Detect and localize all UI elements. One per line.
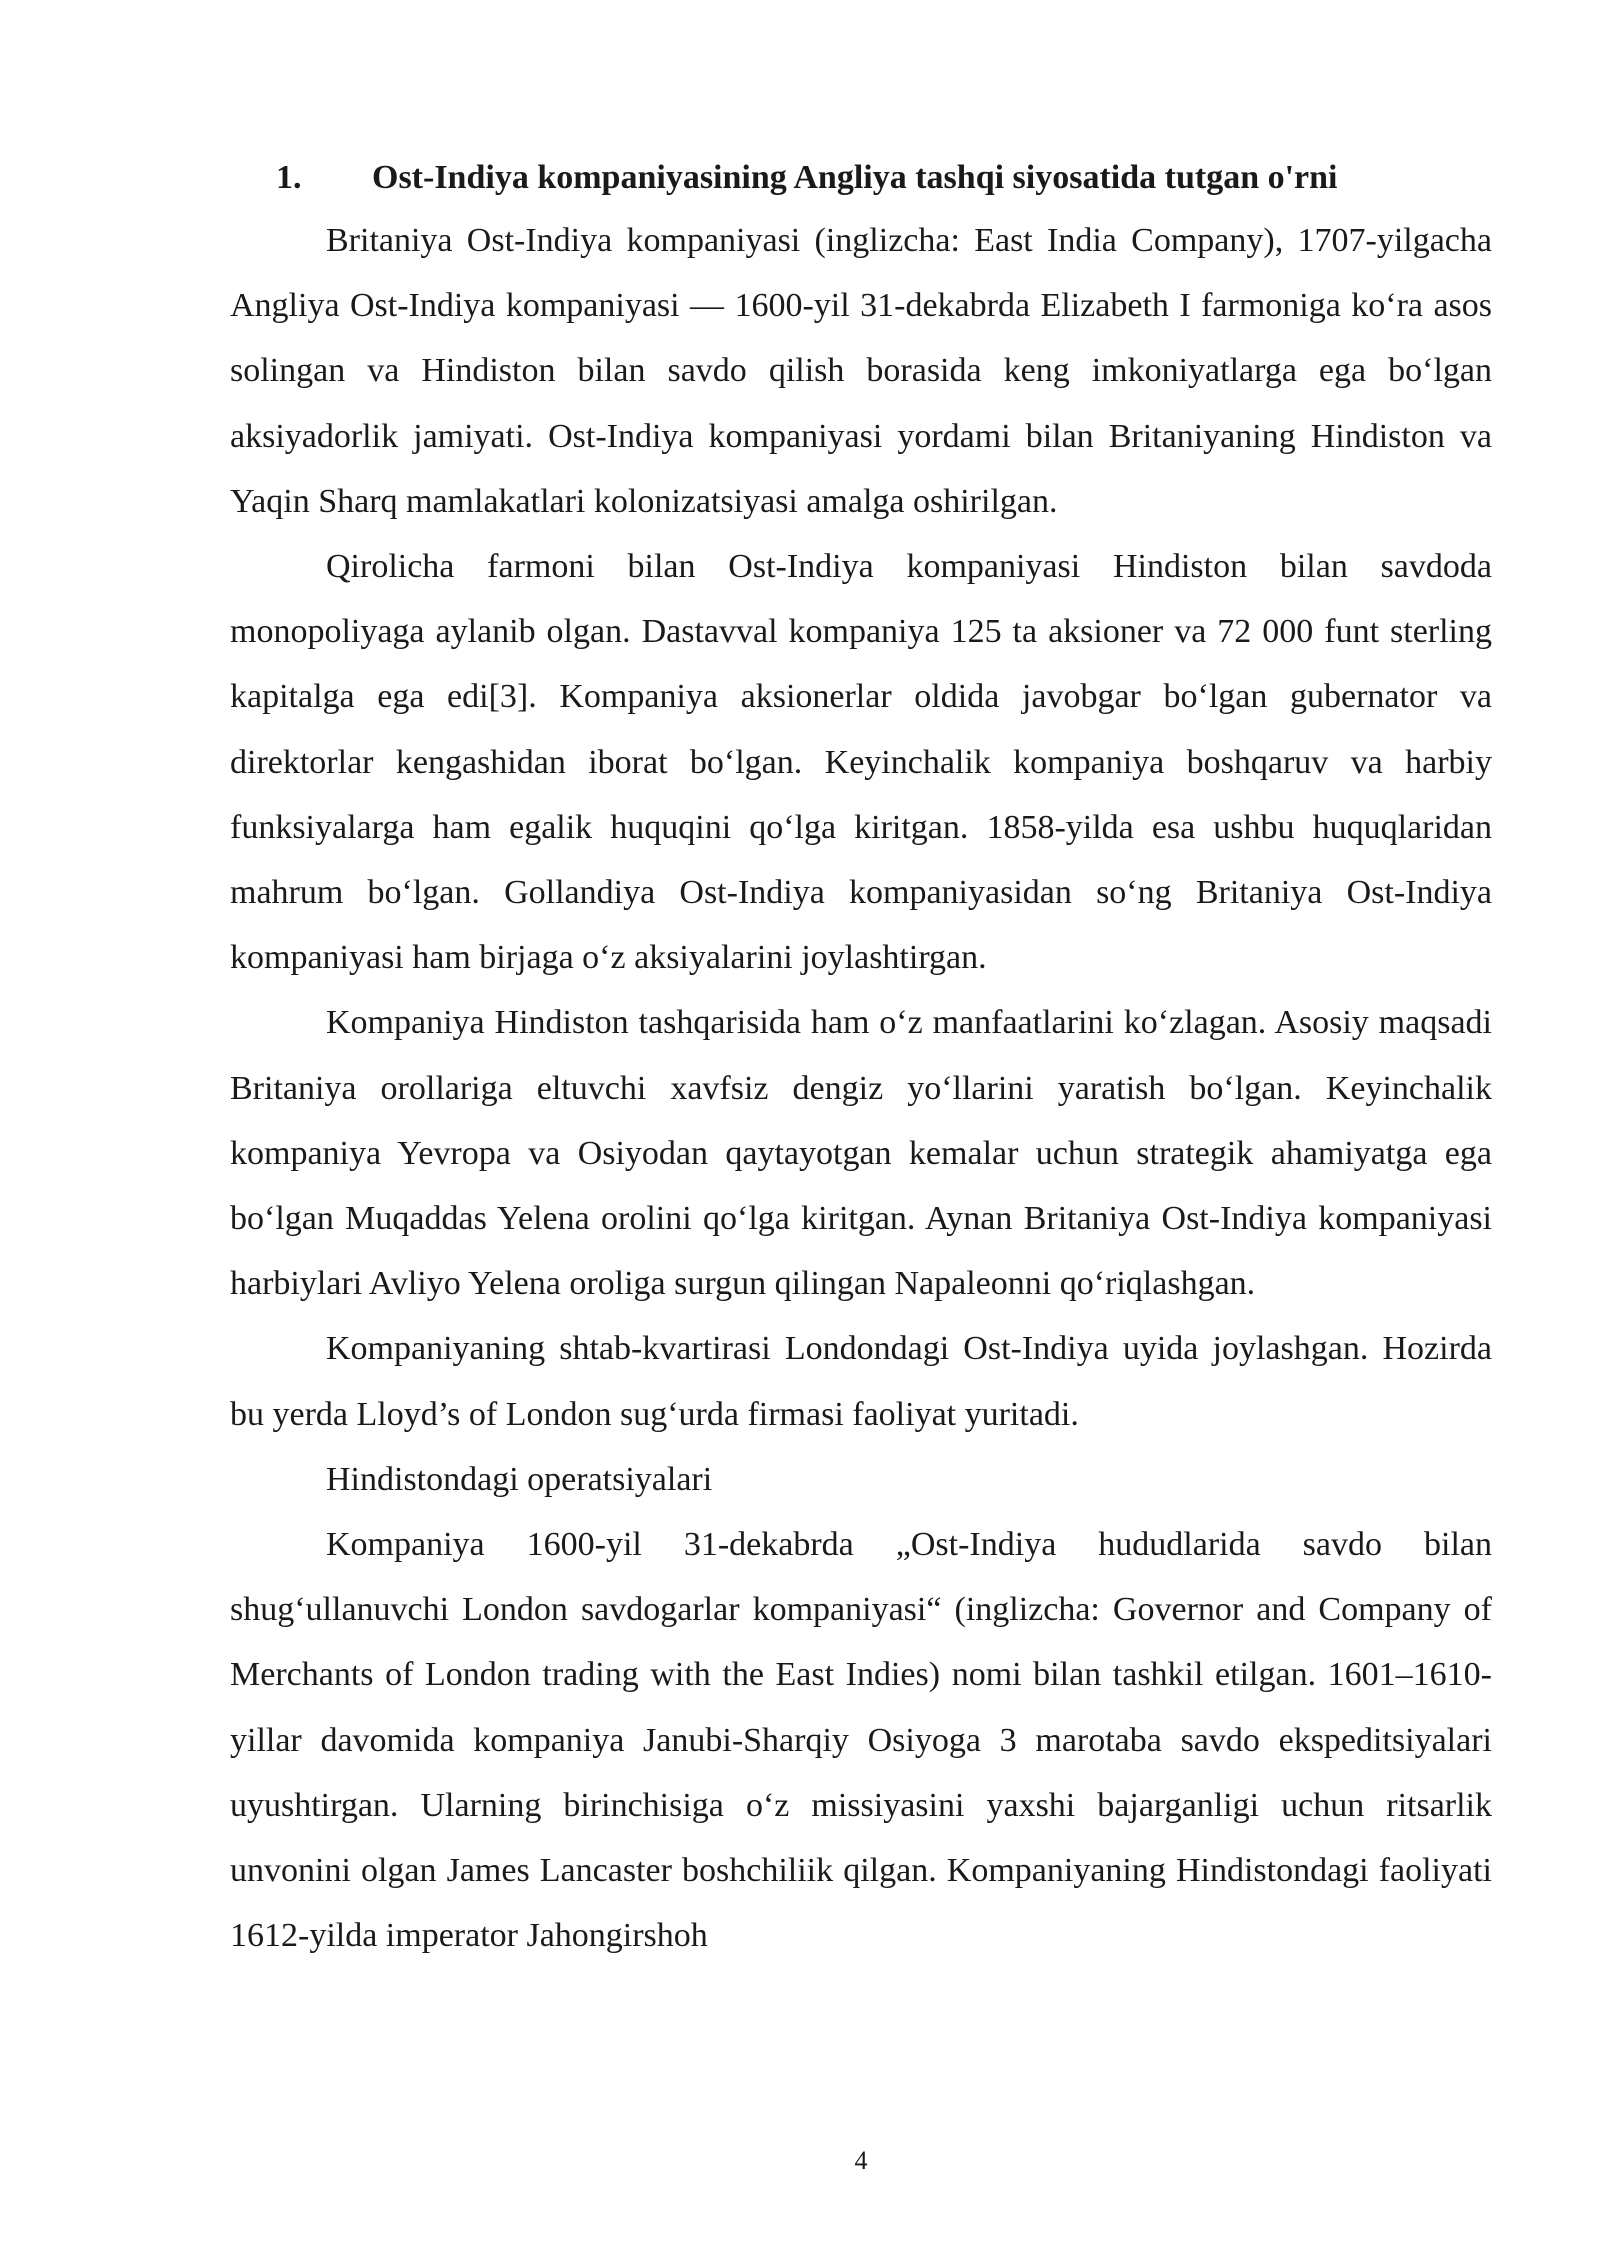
paragraph: Kompaniya Hindiston tashqarisida ham oʻz manfaatlarini koʻzlagan. Asosiy maqsadi Britaniya orollariga eltuvchi xavfsiz dengiz yoʻllarini yaratish boʻlgan. Keyinchalik kompaniya Yevropa va Osiyodan qaytayotgan kemalar uchun strategik ahamiyatga ega boʻlgan Muqaddas Yelena orolini qoʻlga kiritgan. Aynan Britaniya Ost-Indiya kompaniyasi harbiylari Avliyo Yelena oroliga surgun qilingan Napaleonni qoʻriqlashgan. xyxy=(230,1004,1492,1303)
section-title: Ost-Indiya kompaniyasining Angliya tashqi siyosatida tutgan o'rni xyxy=(372,159,1338,196)
paragraph: Britaniya Ost-Indiya kompaniyasi (inglizcha: East India Company), 1707-yilgacha Angliya Ost-Indiya kompaniyasi — 1600-yil 31-dekabrda Elizabeth I farmoniga koʻra asos solingan va Hindiston bilan savdo qilish borasida keng imkoniyatlarga ega boʻlgan aksiyadorlik jamiyati. Ost-Indiya kompaniyasi yordami bilan Britaniyaning Hindiston va Yaqin Sharq mamlakatlari kolonizatsiyasi amalga oshirilgan. xyxy=(230,222,1492,520)
paragraph: Kompaniya 1600-yil 31-dekabrda „Ost-Indiya hududlarida savdo bilan shugʻullanuvchi London savdogarlar kompaniyasi“ (inglizcha: Governor and Company of Merchants of London trading with the East Indies) nomi bilan tashkil etilgan. 1601–1610-yillar davomida kompaniya Janubi-Sharqiy Osiyoga 3 marotaba savdo ekspeditsiyalari uyushtirgan. Ularning birinchisiga oʻz missiyasini yaxshi bajarganligi uchun ritsarlik unvonini olgan James Lancaster boshchiliik qilgan. Kompaniyaning Hindistondagi faoliyati 1612-yilda imperator Jahongirshoh xyxy=(230,1526,1492,1955)
page-number: 4 xyxy=(854,2146,868,2175)
paragraph: Qirolicha farmoni bilan Ost-Indiya kompaniyasi Hindiston bilan savdoda monopoliyaga aylanib olgan. Dastavval kompaniya 125 ta aksioner va 72 000 funt sterling kapitalga ega edi[3]. Kompaniya aksionerlar oldida javobgar boʻlgan gubernator va direktorlar kengashidan iborat boʻlgan. Keyinchalik kompaniya boshqaruv va harbiy funksiyalarga ham egalik huquqini qoʻlga kiritgan. 1858-yilda esa ushbu huquqlaridan mahrum boʻlgan. Gollandiya Ost-Indiya kompaniyasidan soʻng Britaniya Ost-Indiya kompaniyasi ham birjaga oʻz aksiyalarini joylashtirgan. xyxy=(230,548,1492,977)
section-heading xyxy=(230,148,1492,208)
subheading: Hindistondagi operatsiyalari xyxy=(326,1460,713,1498)
section-number: 1. xyxy=(276,159,302,196)
page-content xyxy=(230,148,1492,1968)
paragraph: Kompaniyaning shtab-kvartirasi Londondagi Ost-Indiya uyida joylashgan. Hozirda bu yerda Lloyd’s of London sugʻurda firmasi faoliyat yuritadi. xyxy=(230,1330,1492,1433)
